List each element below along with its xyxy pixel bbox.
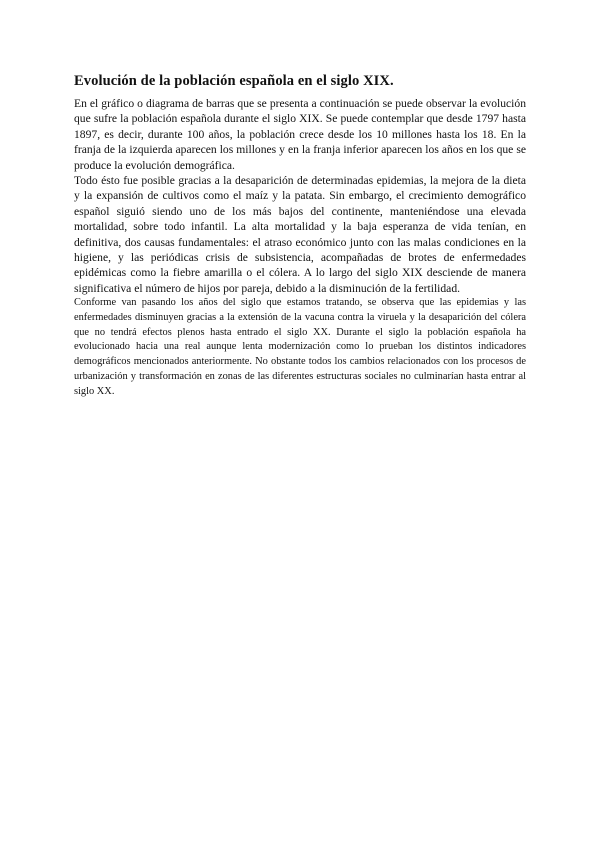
document-title: Evolución de la población española en el siglo XIX.: [74, 73, 394, 89]
document-page: [74, 72, 526, 399]
paragraph-3: Conforme van pasando los años del siglo que estamos tratando, se observa que las epidemias y las enfermedades disminuyen gracias a la extensión de la vacuna contra la viruela y la desaparición del cólera que no tendrá efectos plenos hasta entrado el siglo XX. Durante el siglo la población española ha evolucionado hacia una real aunque lenta modernización como lo prueban los distintos indicadores demográficos mencionados anteriormente. No obstante todos los cambios relacionados con los procesos de urbanización y transformación en zonas de las diferentes estructuras sociales no culminarían hasta entrar al siglo XX.: [74, 297, 526, 397]
paragraph-2: Todo ésto fue posible gracias a la desaparición de determinadas epidemias, la mejora de la dieta y la expansión de cultivos como el maíz y la patata. Sin embargo, el crecimiento demográfico español siguió siendo uno de los más bajos del continente, manteniéndose una elevada mortalidad, sobre todo infantil. La alta mortalidad y la baja esperanza de vida tenían, en definitiva, dos causas fundamentales: el atraso económico junto con las malas condiciones en la higiene, y las periódicas crisis de subsistencia, acompañadas de brotes de enfermedades epidémicas como la fiebre amarilla o el cólera. A lo largo del siglo XIX desciende de manera significativa el número de hijos por pareja, debido a la disminución de la fertilidad.: [74, 174, 526, 295]
paragraph-1: En el gráfico o diagrama de barras que se presenta a continuación se puede observar la evolución que sufre la población española durante el siglo XIX. Se puede contemplar que desde 1797 hasta 1897, es decir, durante 100 años, la población crece desde los 10 millones hasta los 18. En la franja de la izquierda aparecen los millones y en la franja inferior aparecen los años en los que se produce la evolución demográfica.: [74, 97, 526, 172]
